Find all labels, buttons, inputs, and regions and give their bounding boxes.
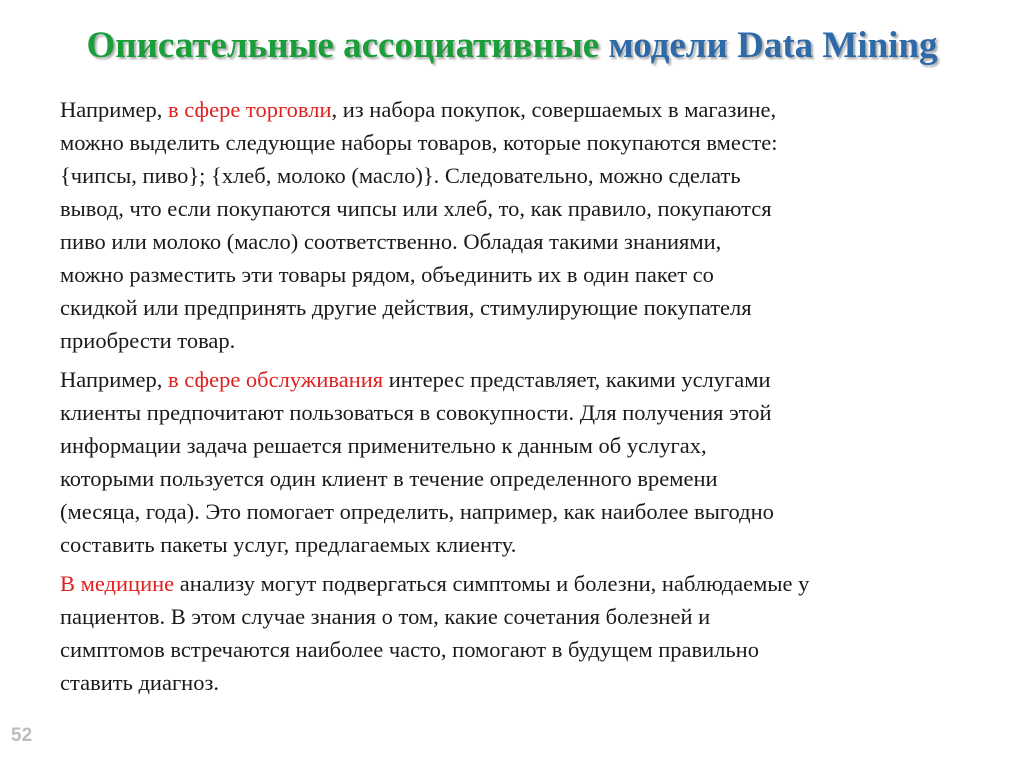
paragraph-medicine xyxy=(60,567,1012,699)
paragraph-line: приобрести товар. xyxy=(60,328,236,353)
slide-body xyxy=(60,93,1012,705)
paragraph-line: симптомов встречаются наиболее часто, помогают в будущем правильно xyxy=(60,637,759,662)
paragraph-line xyxy=(60,363,1012,396)
paragraph-line: скидкой или предпринять другие действия, стимулирующие покупателя xyxy=(60,295,752,320)
slide-title xyxy=(0,22,1024,70)
highlight-services: в сфере обслуживания xyxy=(168,367,384,392)
paragraph-line: {чипсы, пиво}; {хлеб, молоко (масло)}. Следовательно, можно сделать xyxy=(60,163,741,188)
paragraph-line: составить пакеты услуг, предлагаемых клиенту. xyxy=(60,532,517,557)
paragraph-line: клиенты предпочитают пользоваться в совокупности. Для получения этой xyxy=(60,400,772,425)
title-part-blue: модели Data Mining xyxy=(608,25,938,66)
highlight-trade: в сфере торговли xyxy=(168,97,332,122)
paragraph-line: пациентов. В этом случае знания о том, какие сочетания болезней и xyxy=(60,604,711,629)
paragraph-line xyxy=(60,567,1012,600)
paragraph-line: информации задача решается применительно к данным об услугах, xyxy=(60,433,707,458)
paragraph-first-rest: анализу могут подвергаться симптомы и болезни, наблюдаемые у xyxy=(174,571,810,596)
highlight-medicine: В медицине xyxy=(60,571,175,596)
paragraph-line: вывод, что если покупаются чипсы или хлеб, то, как правило, покупаются xyxy=(60,196,772,221)
paragraph-line: можно выделить следующие наборы товаров, которые покупаются вместе: xyxy=(60,130,778,155)
paragraph-line xyxy=(60,93,1012,126)
paragraph-line: которыми пользуется один клиент в течение определенного времени xyxy=(60,466,718,491)
paragraph-trade xyxy=(60,93,1012,357)
paragraph-line: ставить диагноз. xyxy=(60,670,219,695)
paragraph-services xyxy=(60,363,1012,561)
paragraph-line: (месяца, года). Это помогает определить, например, как наиболее выгодно xyxy=(60,499,774,524)
paragraph-first-rest: интерес представляет, какими услугами xyxy=(383,367,771,392)
title-part-green: Описательные ассоциативные xyxy=(86,25,609,66)
paragraph-lead: Например, xyxy=(60,367,168,392)
page-number: 52 xyxy=(11,725,33,746)
paragraph-lead: Например, xyxy=(60,97,168,122)
paragraph-line: пиво или молоко (масло) соответственно. Обладая такими знаниями, xyxy=(60,229,722,254)
paragraph-first-rest: , из набора покупок, совершаемых в магазине, xyxy=(331,97,777,122)
paragraph-line: можно разместить эти товары рядом, объединить их в один пакет со xyxy=(60,262,714,287)
